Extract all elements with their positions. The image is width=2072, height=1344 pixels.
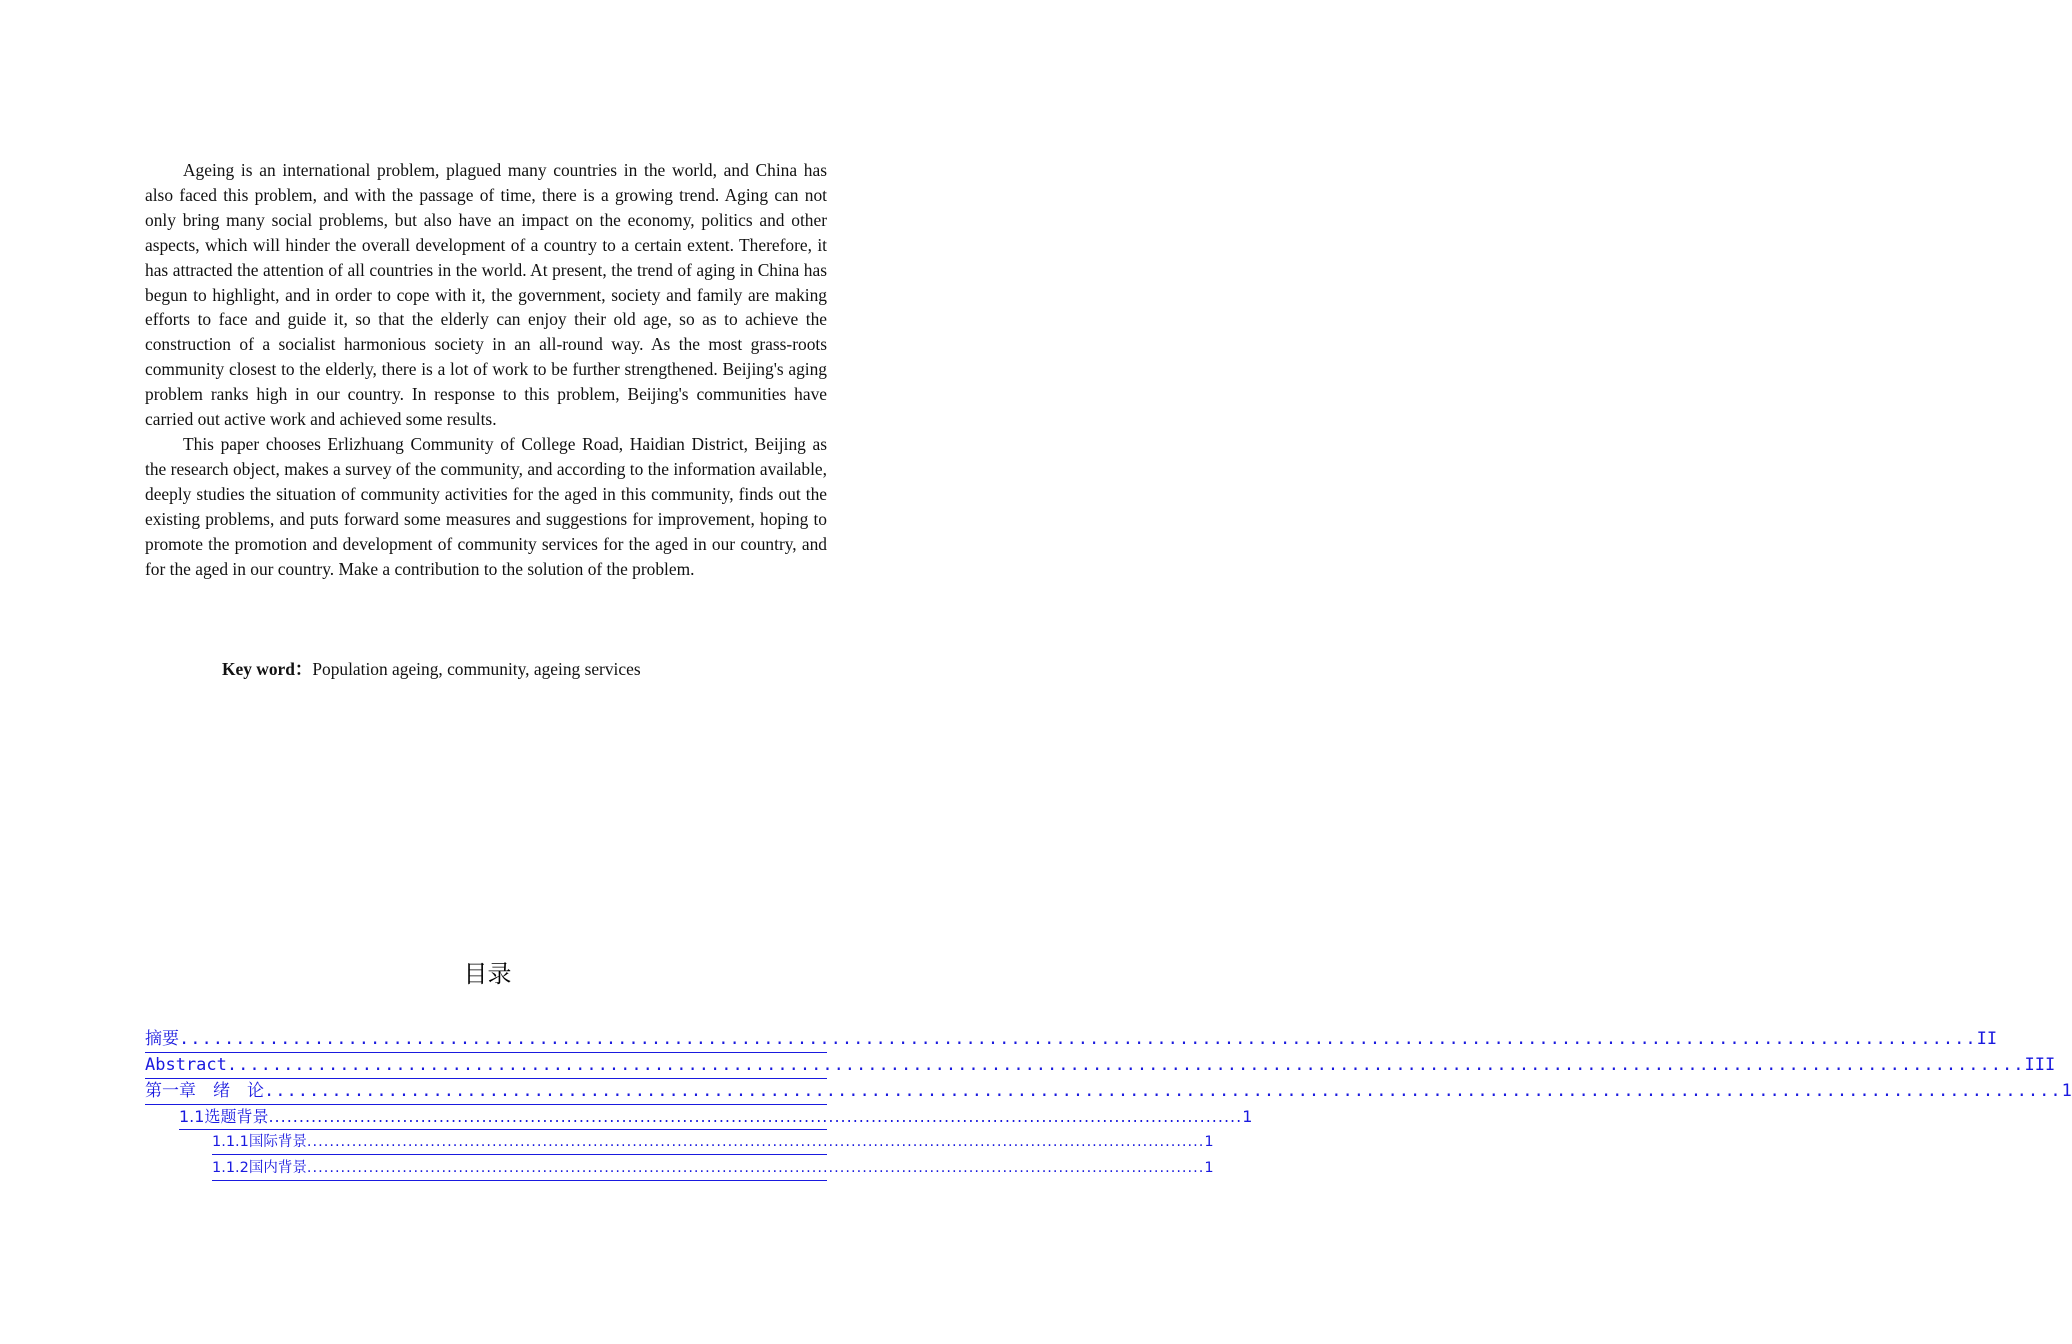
toc-link-section-1-1-1[interactable] xyxy=(212,1132,1214,1155)
toc-link-abstract-en[interactable] xyxy=(145,1054,2056,1079)
toc-entry-label: 1.1.1国际背景 xyxy=(212,1134,307,1150)
toc-page-number: II xyxy=(1976,1029,1998,1049)
toc-leader-dots: ................................................................................................................................................................ xyxy=(268,1107,1243,1126)
keywords-value: Population ageing, community, ageing services xyxy=(312,659,641,679)
toc-page-number: 1 xyxy=(1242,1107,1253,1126)
toc-leader-dots: ................................................................................................................................................................ xyxy=(179,1029,1977,1049)
toc-leader-dots: ................................................................................................................................................................ xyxy=(306,1160,1205,1176)
toc-page-number: III xyxy=(2024,1055,2056,1075)
toc-leader-dots: ................................................................................................................................................................ xyxy=(226,1055,2025,1075)
toc-title: 目录 xyxy=(463,960,512,988)
toc-page-number: 1 xyxy=(2061,1081,2072,1101)
toc-link-abstract-cn[interactable] xyxy=(145,1028,1998,1053)
toc-entry-label: 1.1.2国内背景 xyxy=(212,1160,307,1176)
abstract-paragraph-2: This paper chooses Erlizhuang Community of College Road, Haidian District, Beijing as the research object, makes a survey of the community, and according to the information available, deeply studies the situation of community activities for the aged in this community, finds out the existing problems, and puts forward some measures and suggestions for improvement, hoping to promote the promotion and development of community services for the aged in our country, and for the aged in our country. Make a contribution to the solution of the problem. xyxy=(145,433,827,579)
keywords-label: Key word： xyxy=(222,659,313,679)
toc-leader-dots: ................................................................................................................................................................ xyxy=(306,1134,1205,1150)
toc-link-section-1-1[interactable] xyxy=(179,1106,1253,1130)
toc-link-section-1-1-2[interactable] xyxy=(212,1158,1214,1181)
toc-page-number: 1 xyxy=(1204,1134,1214,1150)
toc-page-number: 1 xyxy=(1204,1160,1214,1176)
toc-leader-dots: ................................................................................................................................................................ xyxy=(264,1081,2062,1101)
abstract-body xyxy=(145,158,827,581)
table-of-contents xyxy=(145,1028,2072,1184)
keywords-line xyxy=(222,657,641,681)
toc-entry-label: 摘要 xyxy=(145,1029,179,1049)
toc-entry-label: 1.1选题背景 xyxy=(179,1107,269,1126)
abstract-paragraph-1: Ageing is an international problem, plagued many countries in the world, and China has also faced this problem, and with the passage of time, there is a growing trend. Aging can not only bring many social problems, but also have an impact on the economy, politics and other aspects, which will hinder the overall development of a country to a certain extent. Therefore, it has attracted the attention of all countries in the world. At present, the trend of aging in China has begun to highlight, and in order to cope with it, the government, society and family are making efforts to face and guide it, so that the elderly can enjoy their old age, so as to achieve the construction of a socialist harmonious society in an all-round way. As the most grass-roots community closest to the elderly, there is a lot of work to be further strengthened. Beijing's aging problem ranks high in our country. In response to this problem, Beijing's communities have carried out active work and achieved some results. xyxy=(145,160,827,430)
toc-link-chapter-1[interactable] xyxy=(145,1080,2072,1105)
toc-entry-label: 第一章 绪 论 xyxy=(145,1081,264,1101)
toc-entry-label: Abstract xyxy=(145,1055,227,1075)
